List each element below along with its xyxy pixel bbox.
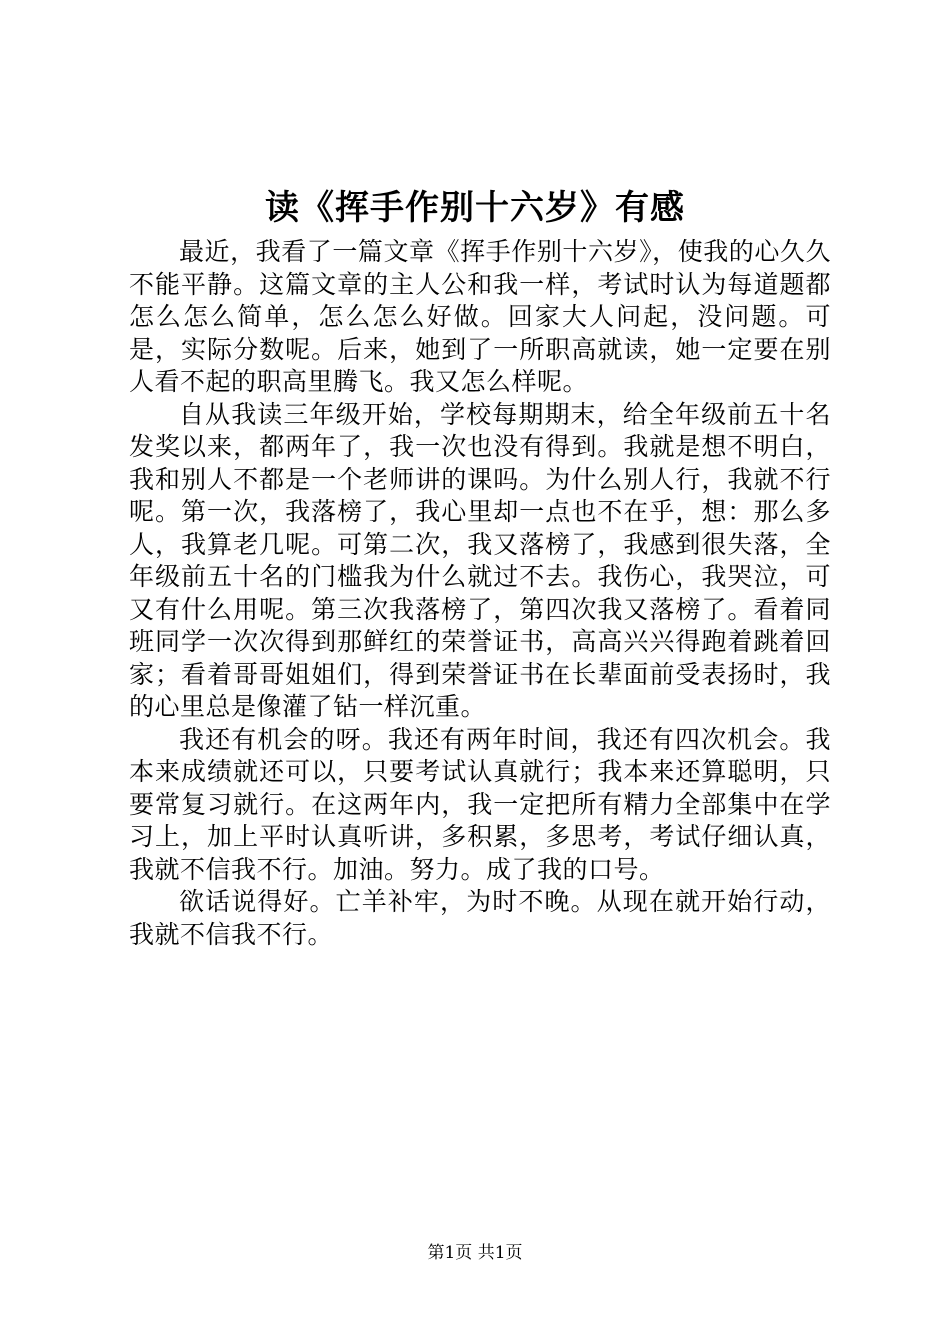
- paragraph-3: 我还有机会的呀。我还有两年时间，我还有四次机会。我本来成绩就还可以，只要考试认真就行；我本来还算聪明，只要常复习就行。在这两年内，我一定把所有精力全部集中在学习上，加上平时认真听讲，多积累，多思考，考试仔细认真，我就不信我不行。加油。努力。成了我的口号。: [129, 724, 831, 884]
- paragraph-2: 自从我读三年级开始，学校每期期末，给全年级前五十名发奖以来，都两年了，我一次也没有得到。我就是想不明白，我和别人不都是一个老师讲的课吗。为什么别人行，我就不行呢。第一次，我落榜了，我心里却一点也不在乎，想：那么多人，我算老几呢。可第二次，我又落榜了，我感到很失落，全年级前五十名的门槛我为什么就过不去。我伤心，我哭泣，可又有什么用呢。第三次我落榜了，第四次我又落榜了。看着同班同学一次次得到那鲜红的荣誉证书，高高兴兴得跑着跳着回家；看着哥哥姐姐们，得到荣誉证书在长辈面前受表扬时，我的心里总是像灌了钻一样沉重。: [129, 399, 831, 721]
- paragraph-4: 欲话说得好。亡羊补牢，为时不晚。从现在就开始行动，我就不信我不行。: [129, 887, 831, 949]
- document-title: 读《挥手作别十六岁》有感: [265, 188, 685, 228]
- page-number-footer: 第1页 共1页: [427, 1243, 523, 1263]
- document-body: [129, 236, 831, 951]
- paragraph-1: 最近，我看了一篇文章《挥手作别十六岁》，使我的心久久不能平静。这篇文章的主人公和我一样，考试时认为每道题都怎么怎么简单，怎么怎么好做。回家大人问起，没问题。可是，实际分数呢。后来，她到了一所职高就读，她一定要在别人看不起的职高里腾飞。我又怎么样呢。: [129, 237, 831, 396]
